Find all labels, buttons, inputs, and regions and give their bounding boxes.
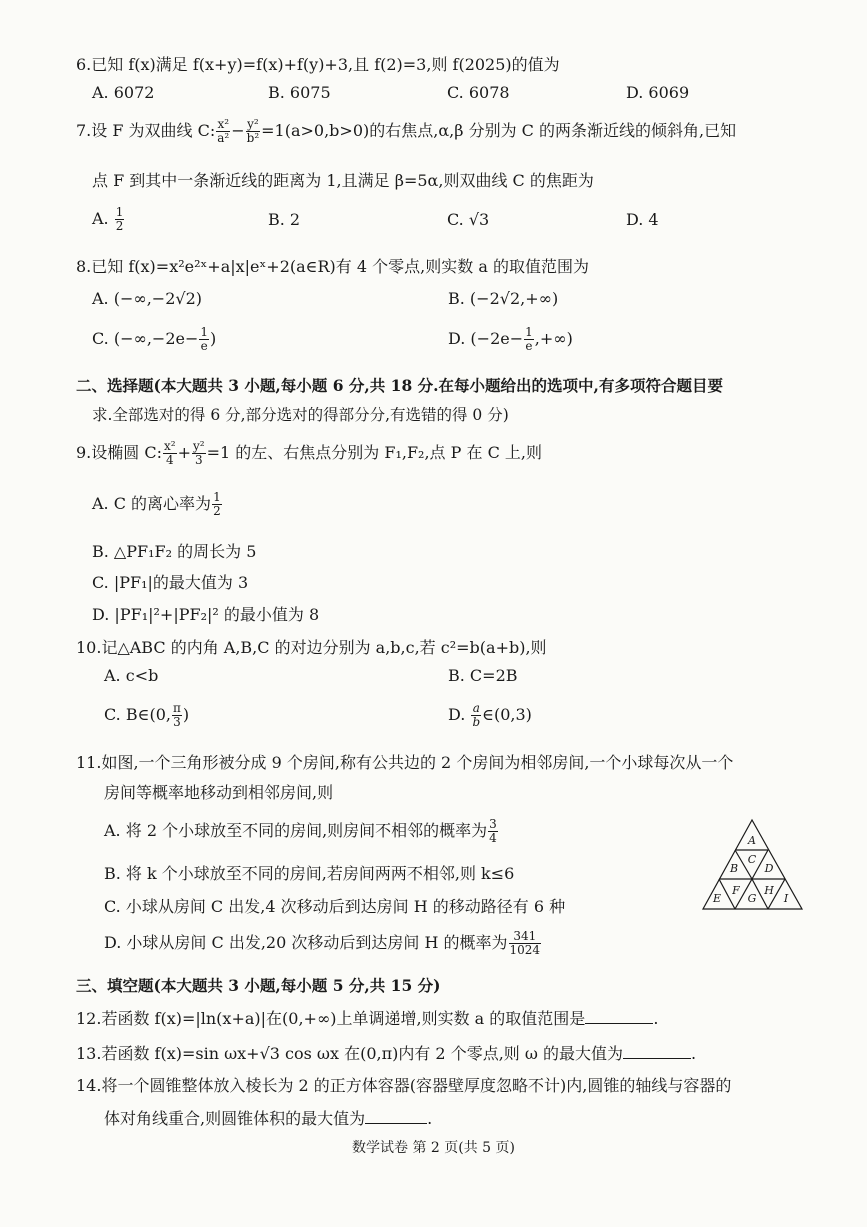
q8-option-d: D. (−2e− $\frac{1}{e}$ ,+∞): [448, 325, 573, 353]
q7-line2: 点 F 到其中一条渐近线的距离为 1,且满足 β=5α,则双曲线 C 的焦距为: [92, 171, 594, 190]
q9-option-b: B. △PF₁F₂ 的周长为 5: [92, 542, 257, 561]
q9-option-d: D. |PF₁|²+|PF₂|² 的最小值为 8: [92, 605, 320, 624]
q14-line1: 14.将一个圆锥整体放入棱长为 2 的正方体容器(容器壁厚度忽略不计)内,圆锥的轴线与容器的: [76, 1076, 732, 1095]
q7-option-b: B. 2: [268, 210, 301, 229]
q9-option-a: A. C 的离心率为 $\frac{1}{2}$: [92, 490, 221, 518]
q13-text: 13.若函数 f(x)=sin ωx+√3 cos ωx 在(0,π)内有 2 个零点,则 ω 的最大值为 .: [76, 1044, 697, 1063]
room-label-c: C: [747, 853, 757, 866]
q8-option-b: B. (−2√2,+∞): [448, 289, 559, 308]
q11-option-b: B. 将 k 个小球放至不同的房间,若房间两两不相邻,则 k≤6: [104, 864, 515, 883]
q11-option-a: A. 将 2 个小球放至不同的房间,则房间不相邻的概率为 $\frac{3}{4}$: [104, 817, 497, 845]
q6-option-b: B. 6075: [268, 83, 331, 102]
q7-prefix: 7.设 F 为双曲线 C:: [76, 121, 216, 140]
triangle-rooms-diagram: [700, 816, 810, 914]
q11-line1: 11.如图,一个三角形被分成 9 个房间,称有公共边的 2 个房间为相邻房间,一个小球每次从一个: [76, 753, 734, 772]
room-label-i: I: [783, 892, 789, 905]
q10-option-c: C. B∈(0, $\frac{\pi}{3}$ ): [104, 701, 190, 729]
q11-option-c: C. 小球从房间 C 出发,4 次移动后到达房间 H 的移动路径有 6 种: [104, 897, 566, 916]
room-label-e: E: [712, 892, 722, 905]
room-label-h: H: [764, 884, 774, 897]
q14-line2: 体对角线重合,则圆锥体积的最大值为 .: [104, 1109, 433, 1128]
q7-frac-y: $\frac{\text{y²}}{\text{b²}}$: [246, 117, 260, 145]
room-label-f: F: [732, 884, 740, 897]
q6-option-d: D. 6069: [626, 83, 690, 102]
q8-stem: 8.已知 f(x)=x²e²ˣ+a|x|eˣ+2(a∈R)有 4 个零点,则实数 a 的取值范围为: [76, 257, 589, 276]
q12-answer-blank[interactable]: [585, 1009, 653, 1024]
q11-line2: 房间等概率地移动到相邻房间,则: [104, 783, 334, 802]
q7-option-a: A. $\frac{1}{2}$: [92, 205, 124, 233]
section3-heading: 三、填空题(本大题共 3 小题,每小题 5 分,共 15 分): [76, 976, 441, 995]
q6-option-a: A. 6072: [92, 83, 155, 102]
section2-heading-line1: 二、选择题(本大题共 3 小题,每小题 6 分,共 18 分.在每小题给出的选项中,有多项符合题目要: [76, 376, 723, 395]
q10-option-b: B. C=2B: [448, 666, 518, 685]
room-label-b: B: [729, 862, 739, 875]
q10-stem: 10.记△ABC 的内角 A,B,C 的对边分别为 a,b,c,若 c²=b(a+b),则: [76, 638, 547, 657]
room-label-g: G: [747, 892, 757, 905]
q7-line1: 7.设 F 为双曲线 C: $\frac{\text{x²}}{\text{a²}}$ − $\frac{\text{y²}}{\text{b²}}$ =1(a>0,b>0)的右焦点,α,β 分别为 C 的两条渐近线的倾斜角,已知: [76, 117, 737, 145]
q9-stem: 9.设椭圆 C: $\frac{\text{x²}}{4}$ + $\frac{\text{y²}}{3}$ =1 的左、右焦点分别为 F₁,F₂,点 P 在 C 上,则: [76, 439, 542, 467]
section2-heading-line2: 求.全部选对的得 6 分,部分选对的得部分分,有选错的得 0 分): [92, 406, 509, 424]
q8-option-c: C. (−∞,−2e− $\frac{1}{e}$ ): [92, 325, 217, 353]
q11-option-d: D. 小球从房间 C 出发,20 次移动后到达房间 H 的概率为 $\frac{341}{1024}$: [104, 929, 541, 957]
q7-frac-x: $\frac{\text{x²}}{\text{a²}}$: [217, 117, 230, 145]
q7-suffix: =1(a>0,b>0)的右焦点,α,β 分别为 C 的两条渐近线的倾斜角,已知: [261, 121, 737, 140]
room-label-a: A: [748, 834, 756, 847]
room-label-d: D: [764, 862, 774, 875]
q12-text: 12.若函数 f(x)=|ln(x+a)|在(0,+∞)上单调递增,则实数 a 的取值范围是 .: [76, 1009, 659, 1028]
q6-stem: 6.已知 f(x)满足 f(x+y)=f(x)+f(y)+3,且 f(2)=3,则 f(2025)的值为: [76, 55, 560, 74]
q13-answer-blank[interactable]: [623, 1044, 691, 1059]
page-footer: 数学试卷 第 2 页(共 5 页): [352, 1140, 515, 1156]
q7-option-d: D. 4: [626, 210, 659, 229]
q7-option-c: C. √3: [447, 210, 490, 229]
q10-option-a: A. c<b: [104, 666, 159, 685]
q10-option-d: D. $\frac{a}{b}$ ∈(0,3): [448, 701, 532, 729]
q9-option-c: C. |PF₁|的最大值为 3: [92, 573, 249, 592]
q8-option-a: A. (−∞,−2√2): [92, 289, 202, 308]
q6-option-c: C. 6078: [447, 83, 510, 102]
q14-answer-blank[interactable]: [365, 1109, 427, 1124]
